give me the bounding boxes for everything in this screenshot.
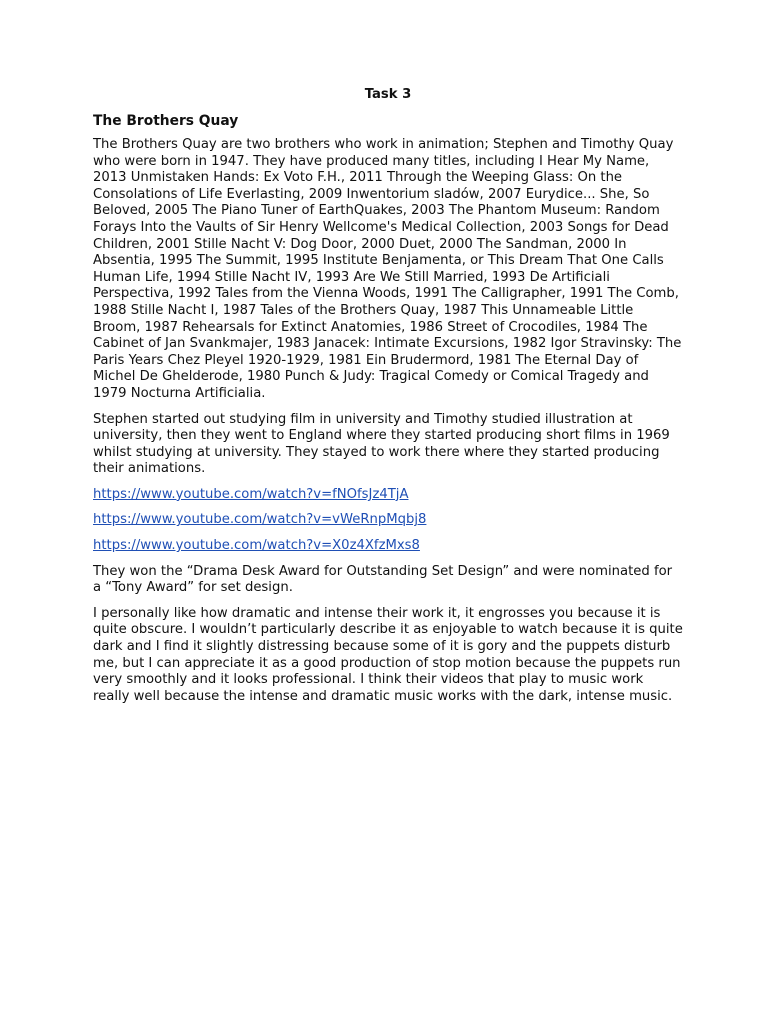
document-page xyxy=(93,86,683,714)
paragraph-awards: They won the “Drama Desk Award for Outstanding Set Design” and were nominated for a “Tony Award” for set design. xyxy=(93,563,673,596)
youtube-link-1[interactable]: https://www.youtube.com/watch?v=fNOfsJz4TjA xyxy=(93,486,409,502)
paragraph-background: Stephen started out studying film in university and Timothy studied illustration at university, then they went to England where they started producing short films in 1969 whilst studying at university. They stayed to work there where they started producing their animations. xyxy=(93,411,670,477)
youtube-link-2[interactable]: https://www.youtube.com/watch?v=vWeRnpMqbj8 xyxy=(93,512,427,528)
document-heading: The Brothers Quay xyxy=(93,113,239,129)
paragraph-opinion: I personally like how dramatic and intense their work it, it engrosses you because it is quite obscure. I wouldn’t particularly describe it as enjoyable to watch because it is quite dark and I find it slightly distressing because some of it is gory and the puppets disturb me, but I can appreciate it as a good production of stop motion because the puppets run very smoothly and it looks professional. I think their videos that play to music work really well because the intense and dramatic music works with the dark, intense music. xyxy=(93,605,683,704)
youtube-link-3[interactable]: https://www.youtube.com/watch?v=X0z4XfzMxs8 xyxy=(93,538,420,554)
paragraph-filmography: The Brothers Quay are two brothers who work in animation; Stephen and Timothy Quay who were born in 1947. They have produced many titles, including I Hear My Name, 2013 Unmistaken Hands: Ex Voto F.H., 2011 Through the Weeping Glass: On the Consolations of Life Everlasting, 2009 Inwentorium sladów, 2007 Eurydice... She, So Beloved, 2005 The Piano Tuner of EarthQuakes, 2003 The Phantom Museum: Random Forays Into the Vaults of Sir Henry Wellcome's Medical Collection, 2003 Songs for Dead Children, 2001 Stille Nacht V: Dog Door, 2000 Duet, 2000 The Sandman, 2000 In Absentia, 1995 The Summit, 1995 Institute Benjamenta, or This Dream That One Calls Human Life, 1994 Stille Nacht IV, 1993 Are We Still Married, 1993 De Artificiali Perspectiva, 1992 Tales from the Vienna Woods, 1991 The Calligrapher, 1991 The Comb, 1988 Stille Nacht I, 1987 Tales of the Brothers Quay, 1987 This Unnameable Little Broom, 1987 Rehearsals for Extinct Anatomies, 1986 Street of Crocodiles, 1984 The Cabinet of Jan Svankmajer, 1983 Janacek: Intimate Excursions, 1982 Igor Stravinsky: The Paris Years Chez Pleyel 1920-1929, 1981 Ein Brudermord, 1981 The Eternal Day of Michel De Ghelderode, 1980 Punch & Judy: Tragical Comedy or Comical Tragedy and 1979 Nocturna Artificialia. xyxy=(93,137,682,401)
task-title: Task 3 xyxy=(364,87,412,102)
